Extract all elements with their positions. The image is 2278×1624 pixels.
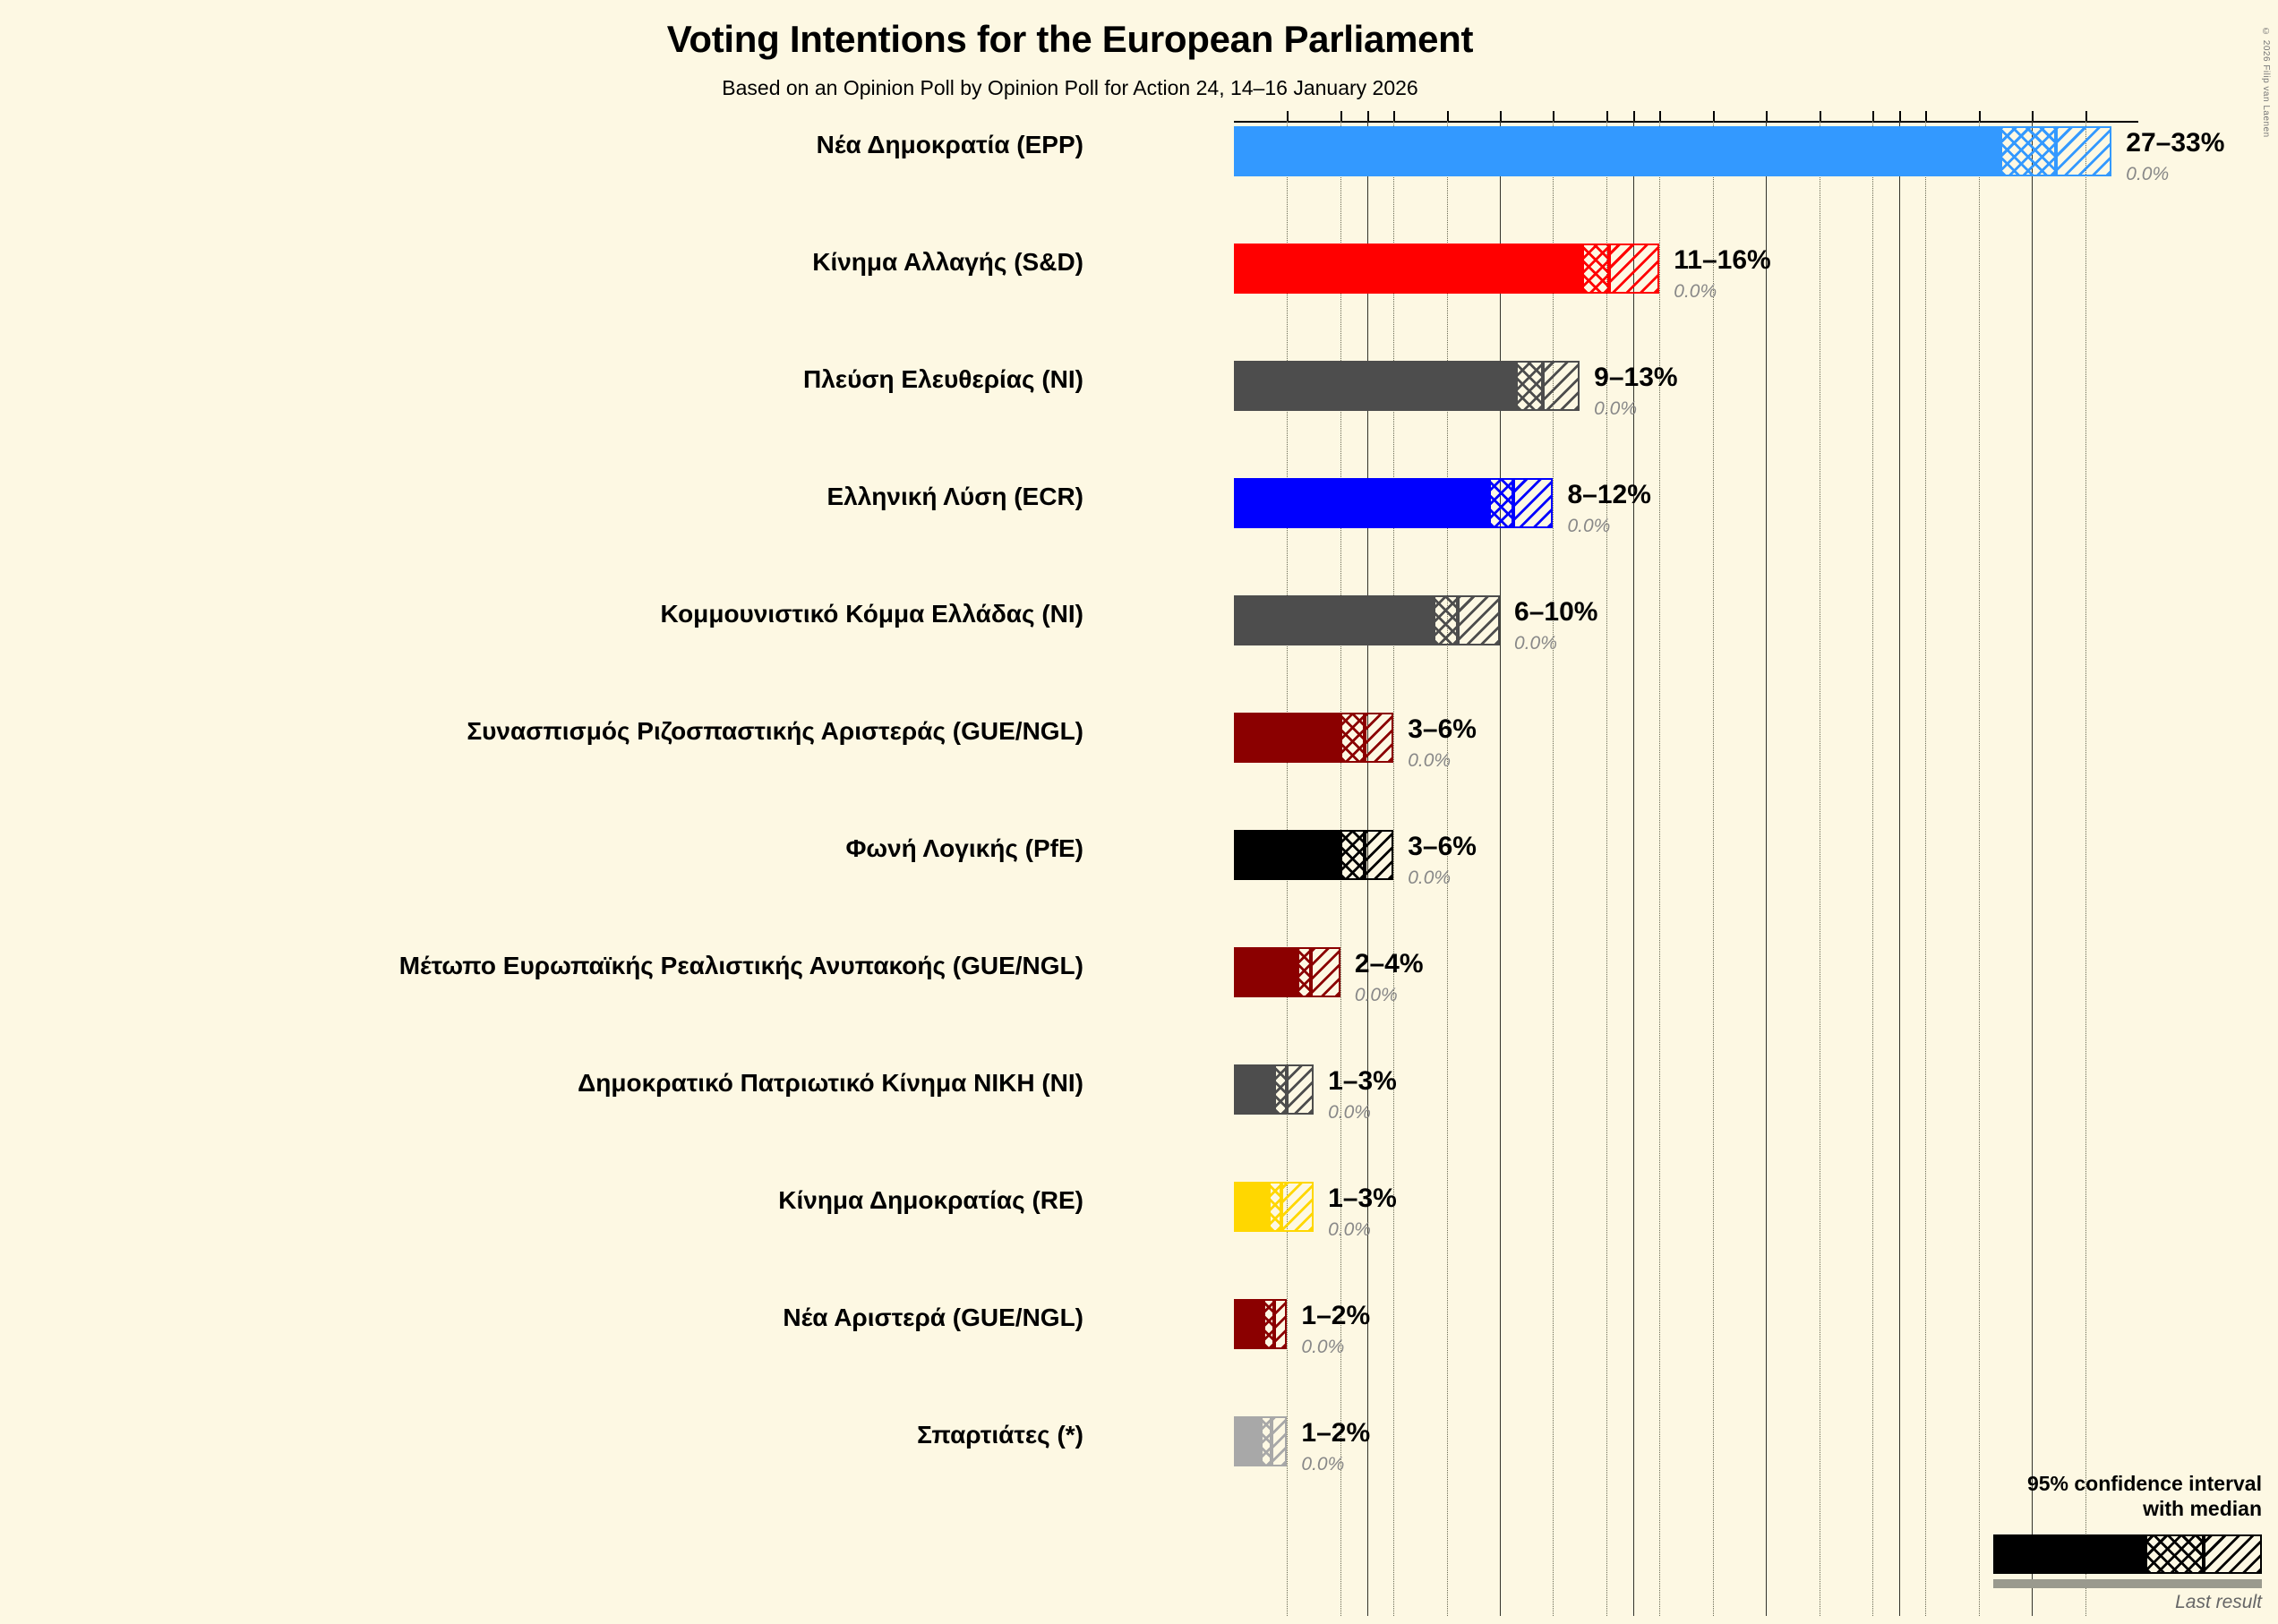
bar-crosshatch-segment (1582, 244, 1609, 294)
value-range-label: 11–16% (1674, 245, 1771, 275)
value-range-label: 9–13% (1594, 363, 1678, 392)
confidence-interval-bar (1234, 1064, 1314, 1115)
bar-solid-segment (1234, 1299, 1263, 1349)
last-result-label: 0.0% (1408, 868, 1452, 888)
bar-diagonal-segment (2056, 126, 2111, 176)
last-result-label: 0.0% (1408, 750, 1452, 771)
bar-crosshatch-segment (1274, 1064, 1288, 1115)
bar-crosshatch-segment (1297, 947, 1311, 997)
last-result-label: 0.0% (1301, 1337, 1345, 1357)
last-result-label: 0.0% (1567, 516, 1611, 536)
confidence-interval-bar (1234, 595, 1500, 645)
axis-tick (1393, 111, 1395, 121)
confidence-interval-bar (1234, 830, 1393, 880)
bar-solid-segment (1234, 595, 1434, 645)
axis-tick (1925, 111, 1927, 121)
axis-tick (1713, 111, 1715, 121)
confidence-interval-bar (1234, 244, 1659, 294)
page-title: Voting Intentions for the European Parliament (666, 18, 1474, 60)
chart-row (398, 942, 2138, 1059)
value-range-label: 1–3% (1328, 1184, 1397, 1213)
value-range-label: 6–10% (1514, 597, 1598, 627)
value-range-label: 8–12% (1567, 480, 1651, 509)
party-label: Κίνημα Αλλαγής (S&D) (812, 248, 1083, 276)
confidence-interval-bar (1234, 478, 1553, 528)
legend-line-1: 95% confidence interval (2026, 1471, 2262, 1495)
chart-row (812, 238, 2138, 355)
bar-diagonal-segment (1609, 244, 1659, 294)
bar-solid-segment (1234, 1064, 1274, 1115)
confidence-interval-bar (1234, 947, 1340, 997)
bar-crosshatch-segment (1516, 361, 1543, 411)
confidence-interval-bar (1234, 1182, 1314, 1232)
value-range-label: 1–3% (1328, 1066, 1397, 1096)
bar-diagonal-segment (1365, 830, 1394, 880)
bar-crosshatch-segment (1340, 830, 1365, 880)
bar-solid-segment (1234, 947, 1297, 997)
party-label: Δημοκρατικό Πατριωτικό Κίνημα ΝΙΚΗ (NI) (578, 1069, 1083, 1097)
bar-solid-segment (1234, 478, 1489, 528)
last-result-label: 0.0% (1514, 633, 1557, 654)
last-result-label: 0.0% (2126, 164, 2170, 184)
party-label: Φωνή Λογικής (PfE) (845, 834, 1083, 862)
axis-tick (1447, 111, 1449, 121)
chart-row (778, 1176, 2138, 1294)
axis-tick (1500, 111, 1502, 121)
bar-crosshatch-segment (1434, 595, 1458, 645)
bar-crosshatch-segment (1340, 713, 1365, 763)
bar-solid-segment (1234, 126, 2000, 176)
axis-tick (1766, 111, 1768, 121)
legend-last-result-bar (1993, 1579, 2262, 1588)
chart-row (816, 121, 2225, 238)
bar-solid-segment (1234, 1416, 1261, 1466)
bar-diagonal-segment (1513, 478, 1554, 528)
axis-tick (1899, 111, 1901, 121)
axis-tick (2032, 111, 2034, 121)
confidence-interval-bar (1234, 1416, 1287, 1466)
party-label: Σπαρτιάτες (*) (917, 1421, 1083, 1449)
party-label: Κομμουνιστικό Κόμμα Ελλάδας (NI) (660, 600, 1083, 628)
bar-solid-segment (1234, 1182, 1269, 1232)
axis-tick (1553, 111, 1554, 121)
bar-diagonal-segment (1281, 1182, 1314, 1232)
value-range-label: 27–33% (2126, 128, 2225, 158)
confidence-interval-bar (1234, 1299, 1287, 1349)
axis-tick (1606, 111, 1608, 121)
axis-tick (1872, 111, 1874, 121)
axis-tick (1367, 111, 1369, 121)
bar-diagonal-segment (1274, 1299, 1288, 1349)
bar-crosshatch-segment (1269, 1182, 1282, 1232)
value-range-label: 1–2% (1301, 1301, 1371, 1330)
last-result-label: 0.0% (1594, 398, 1638, 419)
bar-diagonal-segment (1272, 1416, 1288, 1466)
last-result-label: 0.0% (1328, 1102, 1371, 1123)
party-label: Κίνημα Δημοκρατίας (RE) (778, 1186, 1083, 1214)
bar-diagonal-segment (1287, 1064, 1314, 1115)
axis-tick (1287, 111, 1289, 121)
page-subtitle: Based on an Opinion Poll by Opinion Poll for Action 24, 14–16 January 2026 (722, 76, 1418, 99)
chart-row (803, 355, 2138, 473)
bar-diagonal-segment (1365, 713, 1394, 763)
legend-diagonal-segment (2204, 1534, 2262, 1574)
bar-solid-segment (1234, 361, 1516, 411)
confidence-interval-bar (1234, 361, 1580, 411)
confidence-interval-bar (1234, 713, 1393, 763)
axis-tick (1659, 111, 1661, 121)
party-label: Νέα Δημοκρατία (EPP) (816, 131, 1083, 158)
bar-diagonal-segment (1458, 595, 1501, 645)
party-label: Ελληνική Λύση (ECR) (826, 483, 1083, 510)
value-range-label: 1–2% (1301, 1418, 1371, 1448)
party-label: Συνασπισμός Ριζοσπαστικής Αριστεράς (GUE/NGL) (467, 717, 1083, 745)
party-label: Πλεύση Ελευθερίας (NI) (803, 365, 1083, 393)
party-label: Νέα Αριστερά (GUE/NGL) (783, 1303, 1083, 1331)
legend-solid-segment (1993, 1534, 2145, 1574)
axis-tick (1633, 111, 1635, 121)
bar-crosshatch-segment (1263, 1299, 1274, 1349)
value-range-label: 3–6% (1408, 714, 1477, 744)
last-result-label: 0.0% (1328, 1219, 1371, 1240)
copyright-notice: © 2026 Filip van Laenen (2261, 27, 2271, 138)
last-result-label: 0.0% (1674, 281, 1717, 302)
bar-diagonal-segment (1543, 361, 1580, 411)
legend-crosshatch-segment (2145, 1534, 2204, 1574)
bar-diagonal-segment (1311, 947, 1340, 997)
legend-last-result-label: Last result (2175, 1592, 2262, 1612)
chart-row (845, 825, 2138, 942)
bar-solid-segment (1234, 713, 1340, 763)
bar-crosshatch-segment (1261, 1416, 1272, 1466)
legend-line-2: with median (2143, 1497, 2262, 1521)
chart-row (660, 590, 2138, 707)
axis-tick (2085, 111, 2087, 121)
axis-tick (1979, 111, 1981, 121)
axis-tick (1340, 111, 1342, 121)
chart-row (826, 473, 2138, 590)
bar-solid-segment (1234, 244, 1582, 294)
bar-solid-segment (1234, 830, 1340, 880)
value-range-label: 3–6% (1408, 832, 1477, 861)
chart-row (578, 1059, 2138, 1176)
bar-crosshatch-segment (1489, 478, 1513, 528)
bar-crosshatch-segment (2000, 126, 2056, 176)
axis-tick (1820, 111, 1821, 121)
confidence-interval-bar (1234, 126, 2111, 176)
party-label: Μέτωπο Ευρωπαϊκής Ρεαλιστικής Ανυπακοής (GUE/NGL) (398, 952, 1083, 979)
last-result-label: 0.0% (1354, 985, 1398, 1005)
legend-sample-bar (1993, 1534, 2262, 1574)
chart-legend (1966, 1471, 2262, 1614)
value-range-label: 2–4% (1354, 949, 1424, 979)
chart-row (783, 1294, 2138, 1411)
chart-row (467, 707, 2138, 825)
last-result-label: 0.0% (1301, 1454, 1345, 1474)
